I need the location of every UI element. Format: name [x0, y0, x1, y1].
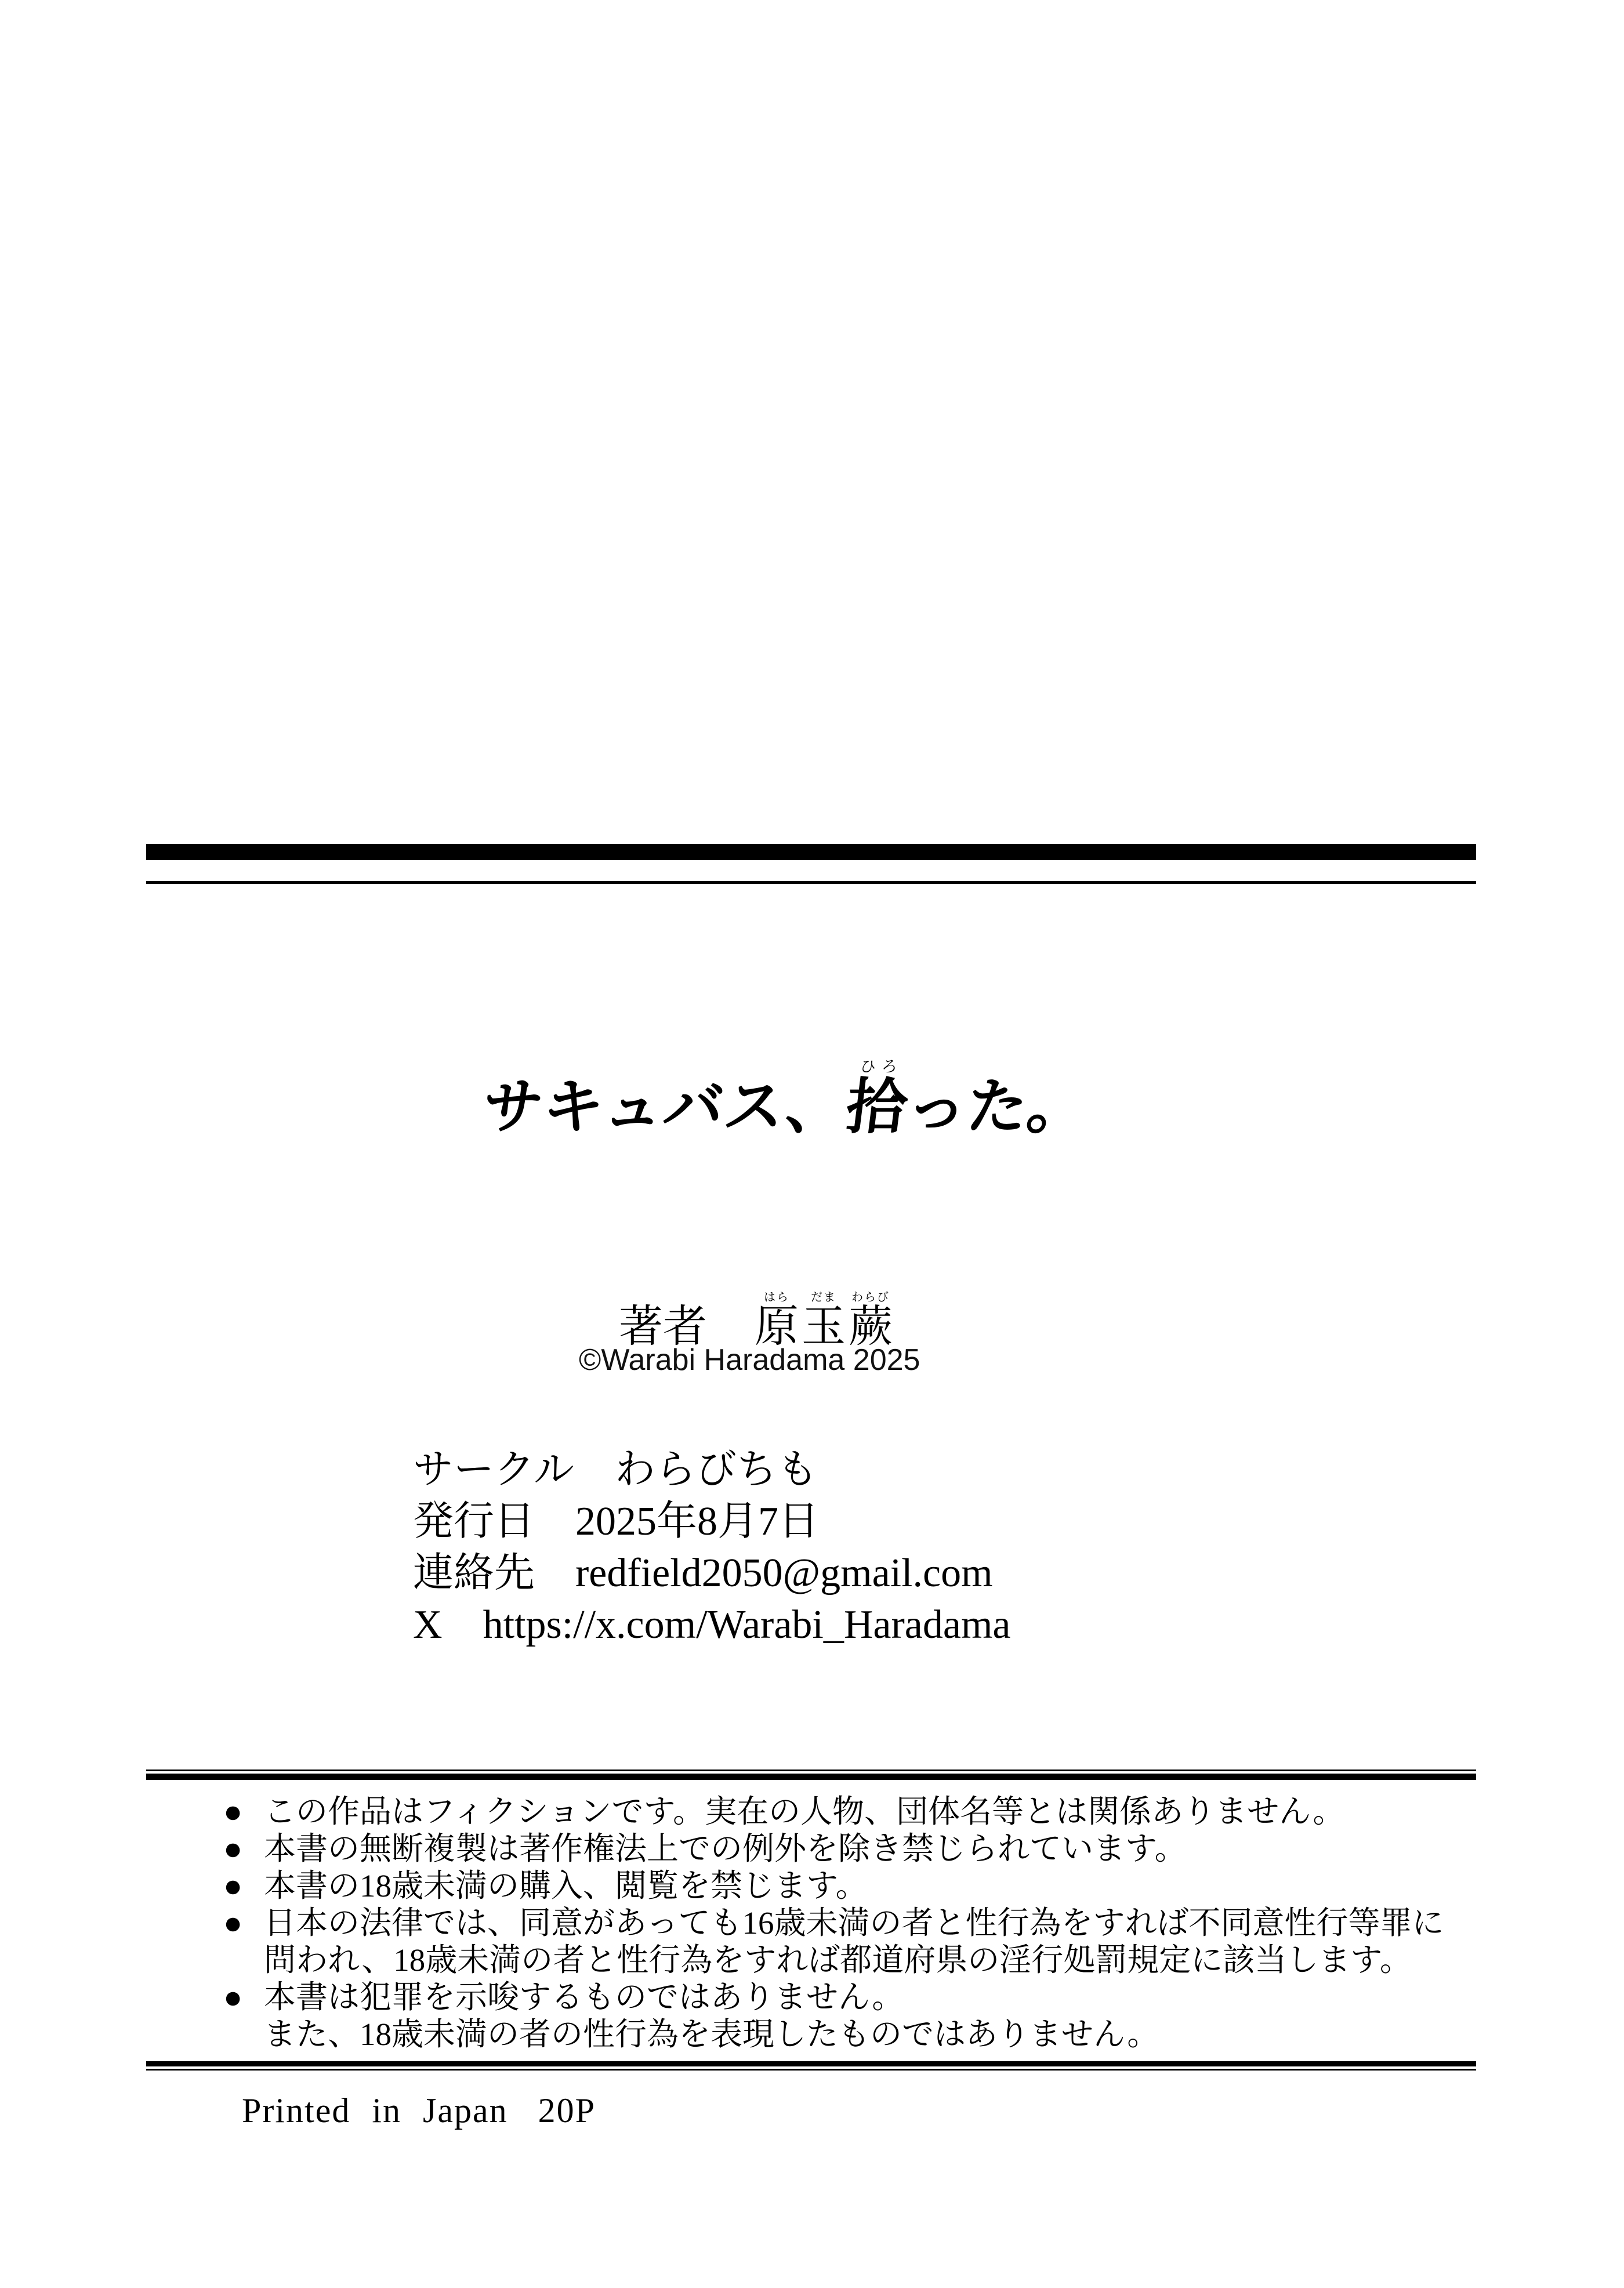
disclaimer-line-text: 本書は犯罪を示唆するものではありません。	[264, 1979, 904, 2015]
disclaimer-line	[223, 1868, 1444, 1905]
author-kanji-1: 原	[755, 1303, 799, 1351]
author-kanji-2: 玉	[802, 1303, 846, 1351]
top-rule-thin	[146, 881, 1476, 884]
pub-value-date: 2025年8月7日	[575, 1499, 819, 1544]
disclaimer-line	[223, 2016, 1444, 2053]
pub-value-circle: わらびちも	[614, 1448, 818, 1492]
disclaimer-line	[223, 1793, 1444, 1830]
disclaimer-line-text: また、18歳未満の者の性行為を表現したものではありません。	[264, 2017, 1159, 2052]
disclaimer-box-top-thin-rule	[146, 1770, 1476, 1771]
pub-row-circle	[413, 1444, 1010, 1496]
pub-label-contact: 連絡先	[413, 1551, 535, 1596]
bullet-icon: ●	[223, 1794, 243, 1829]
disclaimer-box-bottom-thin-rule	[146, 2069, 1476, 2071]
pub-label-x: X	[413, 1602, 443, 1647]
bullet-icon: ●	[223, 1905, 243, 1941]
title-text-before: サキュバス、	[478, 1074, 851, 1141]
disclaimer-line	[223, 1942, 1444, 1979]
title-text-after: った。	[902, 1074, 1092, 1141]
printed-text: Printed in Japan	[242, 2091, 508, 2130]
disclaimer-text-block	[223, 1793, 1444, 2053]
disclaimer-line	[223, 1830, 1444, 1868]
top-rule-thick	[146, 844, 1476, 860]
author-furigana-2: だま	[802, 1291, 846, 1304]
disclaimer-box-bottom-thick-rule	[146, 2061, 1476, 2066]
pub-label-date: 発行日	[413, 1499, 535, 1544]
disclaimer-line-text: 本書の18歳未満の購入、閲覧を禁じます。	[264, 1868, 868, 1903]
author-furigana-1: はら	[755, 1291, 799, 1304]
pub-label-circle: サークル	[413, 1448, 574, 1492]
author-label: 著者	[619, 1303, 707, 1351]
pub-row-contact	[413, 1547, 1010, 1599]
disclaimer-box-top-thick-rule	[146, 1774, 1476, 1780]
bullet-icon: ●	[223, 1831, 243, 1866]
printed-in-japan-line	[242, 2093, 596, 2129]
pub-value-email: redfield2050@gmail.com	[575, 1551, 993, 1596]
disclaimer-line-text: 日本の法律では、同意があっても16歳未満の者と性行為をすれば不同意性行等罪に	[264, 1905, 1444, 1941]
page-count: 20P	[538, 2091, 596, 2130]
title-ruby-base: 拾	[842, 1074, 911, 1141]
pub-value-x-url: https://x.com/Warabi_Haradama	[483, 1602, 1011, 1647]
author-furigana-3: わらび	[849, 1291, 893, 1304]
pub-row-date	[413, 1496, 1010, 1547]
book-title	[478, 1058, 1094, 1141]
disclaimer-line-text: この作品はフィクションです。実在の人物、団体名等とは関係ありません。	[264, 1794, 1345, 1829]
author-line	[619, 1291, 896, 1350]
disclaimer-line-text: 本書の無断複製は著作権法上での例外を除き禁じられています。	[264, 1831, 1187, 1866]
disclaimer-line	[223, 1905, 1444, 1942]
bullet-icon: ●	[223, 1979, 243, 2015]
publication-info	[413, 1444, 1010, 1651]
author-kanji-3: 蕨	[849, 1303, 893, 1351]
bullet-icon: ●	[223, 1868, 243, 1903]
copyright-notice: ©Warabi Haradama 2025	[579, 1343, 920, 1377]
title-ruby-group	[842, 1058, 913, 1141]
disclaimer-line	[223, 1979, 1444, 2016]
title-furigana: ひろ	[850, 1058, 913, 1075]
pub-row-x	[413, 1599, 1010, 1651]
disclaimer-line-text: 問われ、18歳未満の者と性行為をすれば都道府県の淫行処罰規定に該当します。	[264, 1942, 1412, 1978]
